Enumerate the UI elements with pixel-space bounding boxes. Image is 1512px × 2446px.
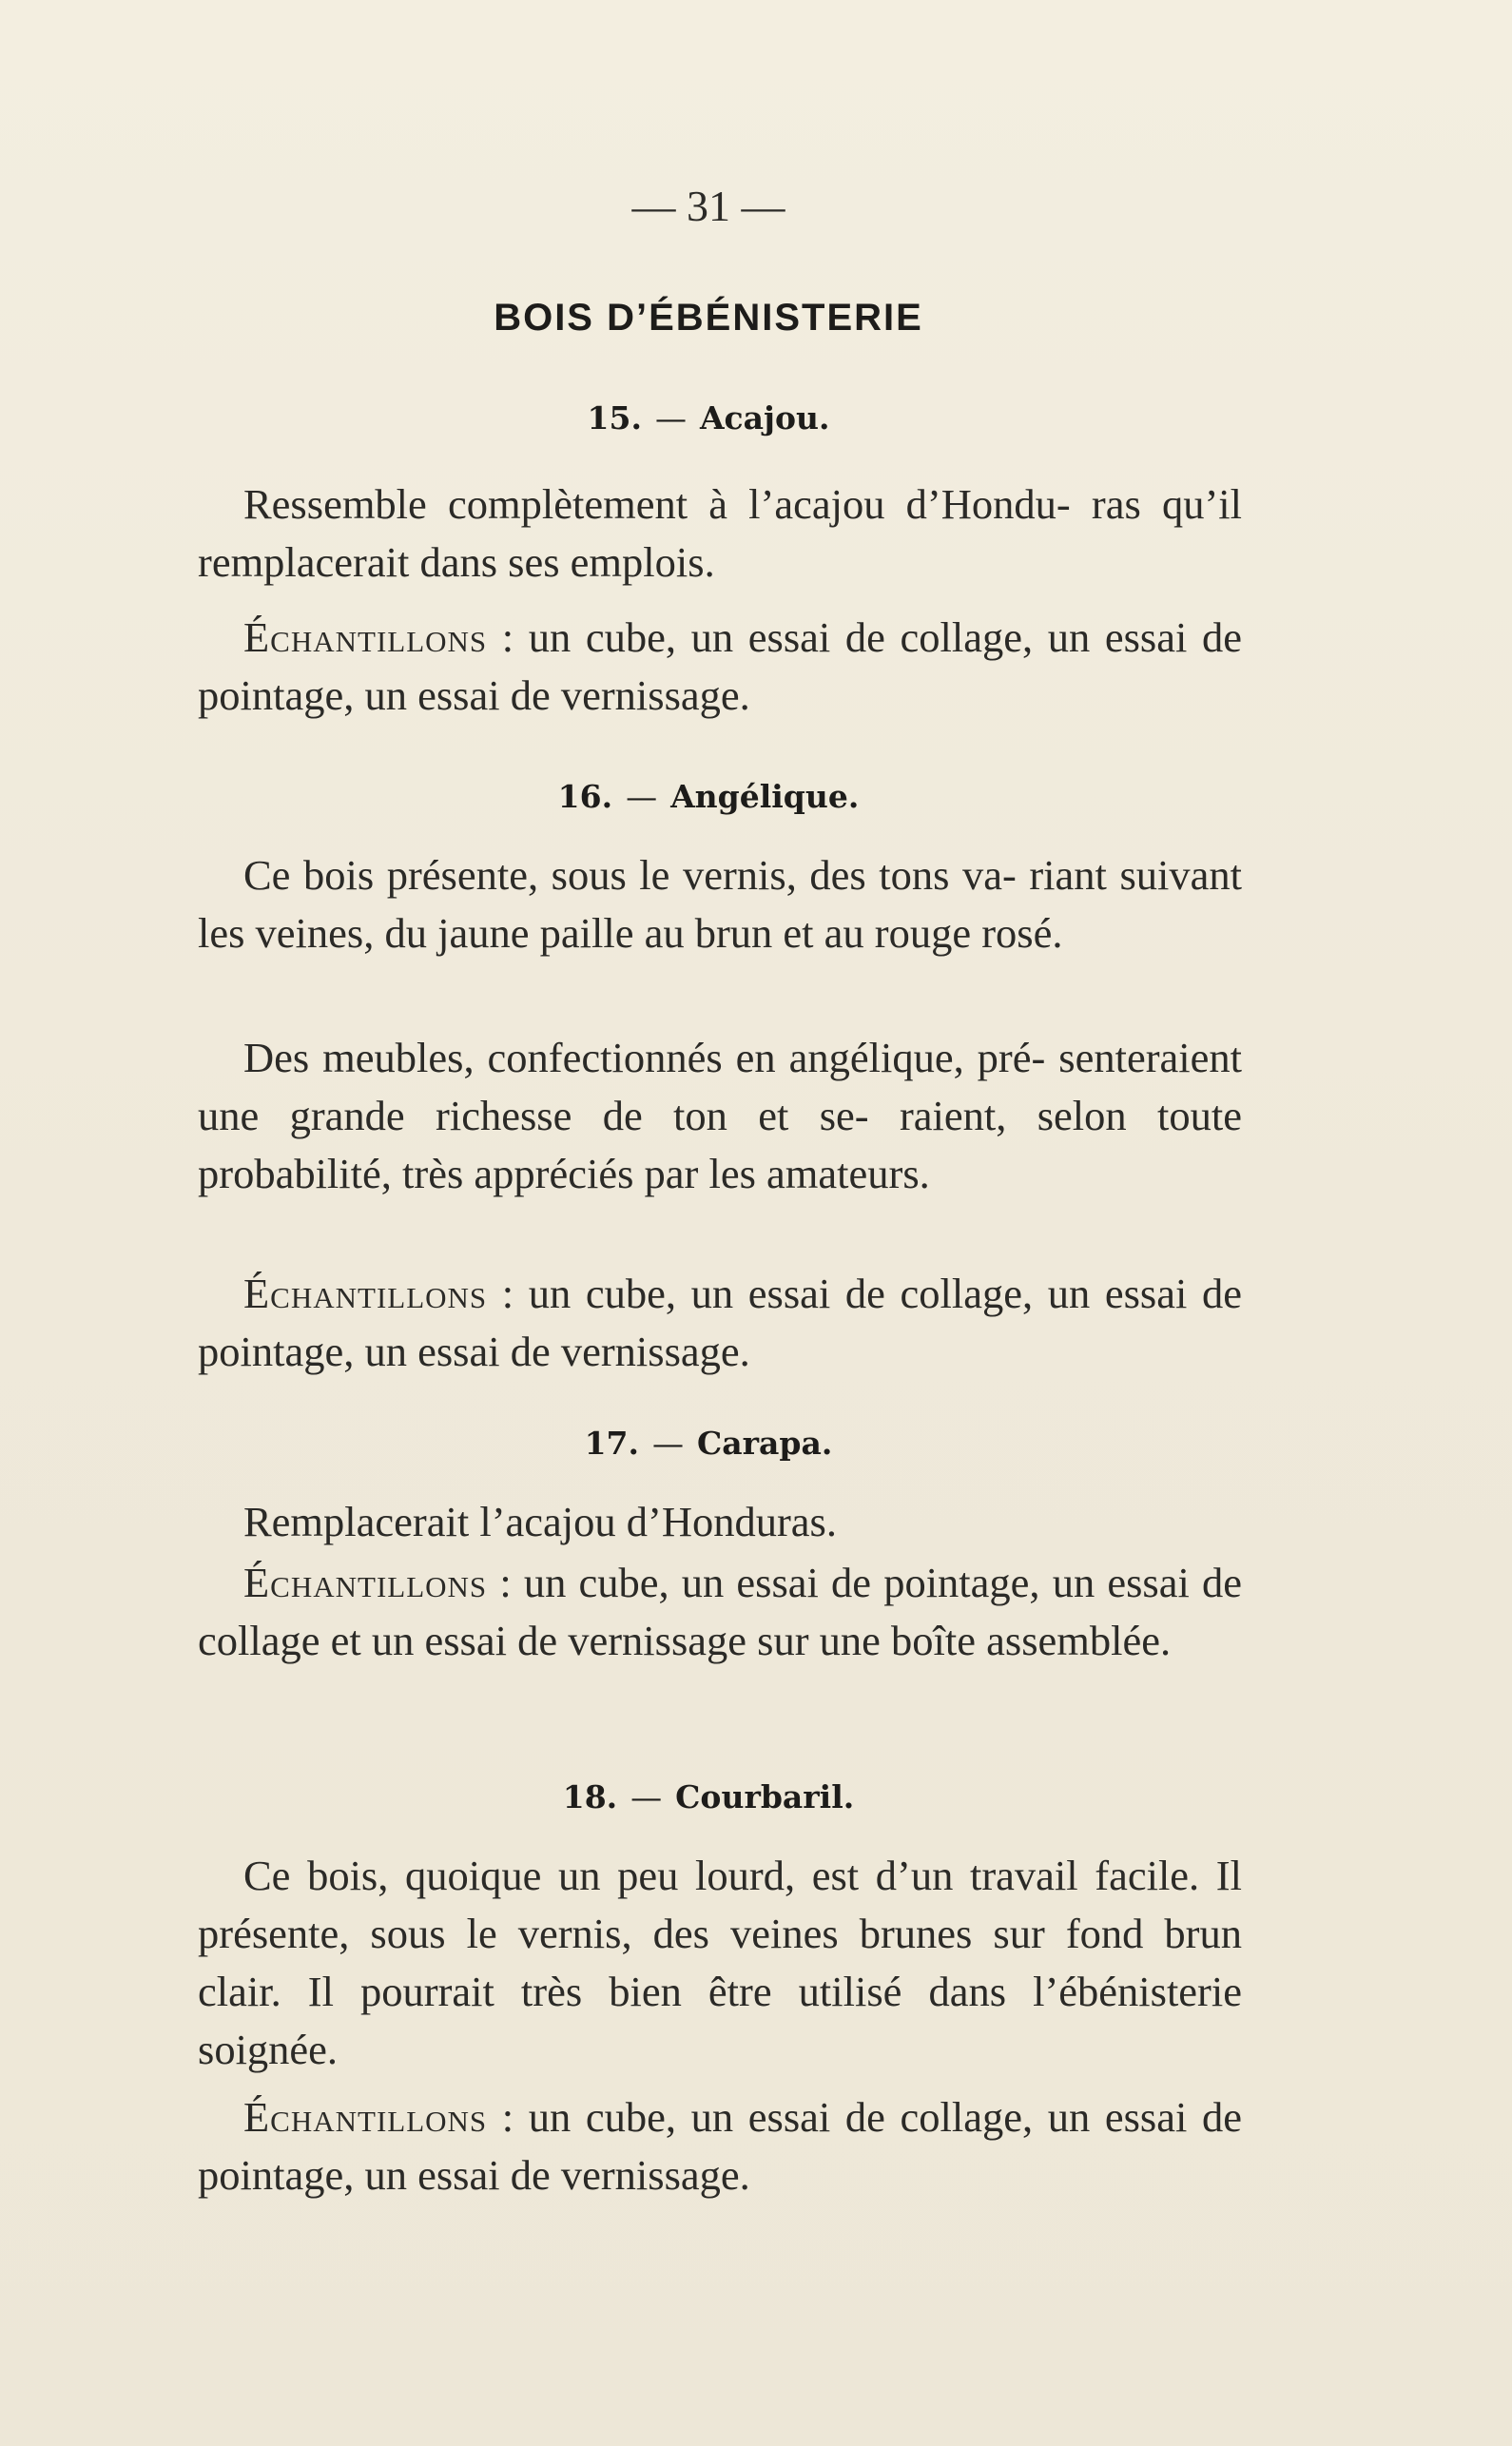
entry-samples <box>198 609 1242 725</box>
entry-description: Des meubles, confectionnés en angélique, pré- senteraient une grande richesse de ton et se- raient, selon toute probabilité, très appréciés par les amateurs. <box>198 1034 1242 1197</box>
samples-label: Échantillons <box>243 1559 488 1606</box>
entry-name: Angélique. <box>670 778 860 815</box>
entry-samples <box>198 1265 1242 1381</box>
page-number: — 31 — <box>631 182 785 230</box>
entry-number: 17. <box>584 1425 640 1462</box>
entry-heading <box>0 1425 1417 1462</box>
entry-heading <box>0 1778 1417 1815</box>
samples-text: : un cube, un essai de collage, un essai de pointage, un essai de vernissage. <box>198 613 1242 719</box>
samples-label: Échantillons <box>243 1270 488 1317</box>
samples-text: : un cube, un essai de collage, un essai de pointage, un essai de vernissage. <box>198 2093 1242 2199</box>
entry-description: Ressemble complètement à l’acajou d’Hondu- ras qu’il remplacerait dans ses emplois. <box>198 480 1242 586</box>
entry-samples <box>198 1554 1242 1670</box>
entry-name: Carapa. <box>697 1425 833 1462</box>
entry-dash: — <box>630 1778 663 1815</box>
entry-dash: — <box>652 1425 685 1462</box>
entry-number: 16. <box>557 778 613 815</box>
entry-description: Ce bois présente, sous le vernis, des tons va- riant suivant les veines, du jaune paille au brun et au rouge rosé. <box>198 851 1242 957</box>
entry-heading <box>0 399 1417 437</box>
entry-heading <box>0 778 1417 815</box>
entry-dash: — <box>626 778 658 815</box>
section-title: BOIS D’ÉBÉNISTERIE <box>494 297 923 339</box>
entry-description: Remplacerait l’acajou d’Honduras. <box>243 1498 837 1545</box>
samples-text: : un cube, un essai de collage, un essai de pointage, un essai de vernissage. <box>198 1270 1242 1375</box>
entry-description: Ce bois, quoique un peu lourd, est d’un travail facile. Il présente, sous le vernis, des veines brunes sur fond brun clair. Il pourrait très bien être utilisé dans l’ébénisterie soignée. <box>198 1852 1242 2073</box>
entry-number: 15. <box>587 399 642 437</box>
entry-samples <box>198 2088 1242 2204</box>
samples-label: Échantillons <box>243 613 488 661</box>
samples-label: Échantillons <box>243 2093 488 2141</box>
entry-name: Acajou. <box>699 399 830 437</box>
samples-text: : un cube, un essai de pointage, un essai de collage et un essai de vernissage sur une boîte assemblée. <box>198 1559 1242 1664</box>
entry-dash: — <box>654 399 687 437</box>
entry-number: 18. <box>562 1778 618 1815</box>
entry-name: Courbaril. <box>675 1778 855 1815</box>
